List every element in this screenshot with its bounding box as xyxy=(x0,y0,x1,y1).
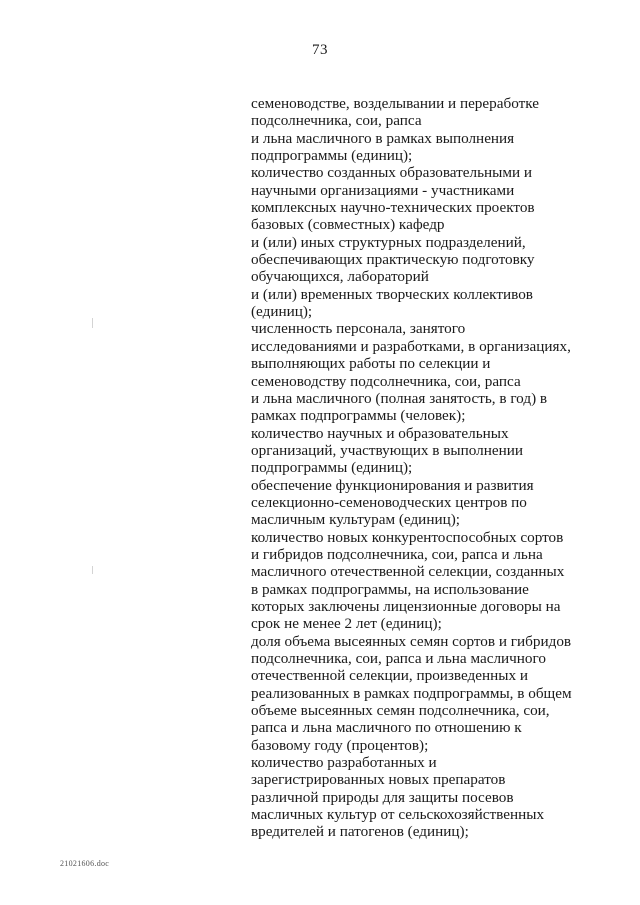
footer-filename: 21021606.doc xyxy=(60,859,110,868)
text-line: и льна масличного (полная занятость, в год) в xyxy=(251,389,548,407)
text-line: селекционно-семеноводческих центров по xyxy=(251,493,527,511)
body-text xyxy=(251,95,581,841)
text-line: семеноводству подсолнечника, сои, рапса xyxy=(251,372,521,390)
text-line: научными организациями - участниками xyxy=(251,181,515,199)
text-line: подпрограммы (единиц); xyxy=(251,459,413,477)
text-line: срок не менее 2 лет (единиц); xyxy=(251,615,442,633)
text-line: базовых (совместных) кафедр xyxy=(251,216,445,234)
text-line: вредителей и патогенов (единиц); xyxy=(251,823,469,841)
text-line: и (или) иных структурных подразделений, xyxy=(251,233,526,251)
text-line: реализованных в рамках подпрограммы, в общем xyxy=(251,684,572,702)
text-line: масличного отечественной селекции, созданных xyxy=(251,563,565,581)
text-line: количество созданных образовательными и xyxy=(251,164,533,182)
scan-margin-mark xyxy=(92,318,93,328)
text-line: подсолнечника, сои, рапса xyxy=(251,112,422,130)
text-line: и льна масличного в рамках выполнения xyxy=(251,129,515,147)
text-line: доля объема высеянных семян сортов и гибридов xyxy=(251,632,572,650)
text-line: подсолнечника, сои, рапса и льна масличного xyxy=(251,650,546,667)
text-line: количество новых конкурентоспособных сортов xyxy=(251,528,564,546)
text-line: количество разработанных и xyxy=(251,754,437,772)
text-line: выполняющих работы по селекции и xyxy=(251,355,491,373)
text-line: подпрограммы (единиц); xyxy=(251,147,413,165)
text-line: обеспечивающих практическую подготовку xyxy=(251,251,535,269)
text-line: численность персонала, занятого xyxy=(251,320,466,338)
text-line: базовому году (процентов); xyxy=(251,736,429,754)
text-line: рамках подпрограммы (человек); xyxy=(251,407,466,425)
text-line: рапса и льна масличного по отношению к xyxy=(251,719,522,737)
text-line: зарегистрированных новых препаратов xyxy=(251,771,506,789)
text-line: в рамках подпрограммы, на использование xyxy=(251,580,529,598)
text-line: которых заключены лицензионные договоры на xyxy=(251,597,561,615)
text-line: (единиц); xyxy=(251,303,313,321)
scan-margin-mark xyxy=(92,566,93,574)
text-line: обеспечение функционирования и развития xyxy=(251,476,534,494)
text-line: количество научных и образовательных xyxy=(251,424,509,442)
text-line: масличных культур от сельскохозяйственных xyxy=(251,806,545,824)
text-line: масличным культурам (единиц); xyxy=(251,511,460,529)
page-number: 73 xyxy=(312,42,328,58)
text-line: отечественной селекции, произведенных и xyxy=(251,667,528,685)
text-line: обучающихся, лабораторий xyxy=(251,268,429,286)
text-line: и гибридов подсолнечника, сои, рапса и льна xyxy=(251,545,543,563)
text-line: организаций, участвующих в выполнении xyxy=(251,441,523,459)
text-line: и (или) временных творческих коллективов xyxy=(251,285,533,303)
text-line: комплексных научно-технических проектов xyxy=(251,199,535,217)
text-line: различной природы для защиты посевов xyxy=(251,788,514,806)
text-line: семеноводстве, возделывании и переработке xyxy=(251,95,539,112)
text-line: объеме высеянных семян подсолнечника, сои, xyxy=(251,702,550,720)
text-line: исследованиями и разработками, в организациях, xyxy=(251,337,571,355)
